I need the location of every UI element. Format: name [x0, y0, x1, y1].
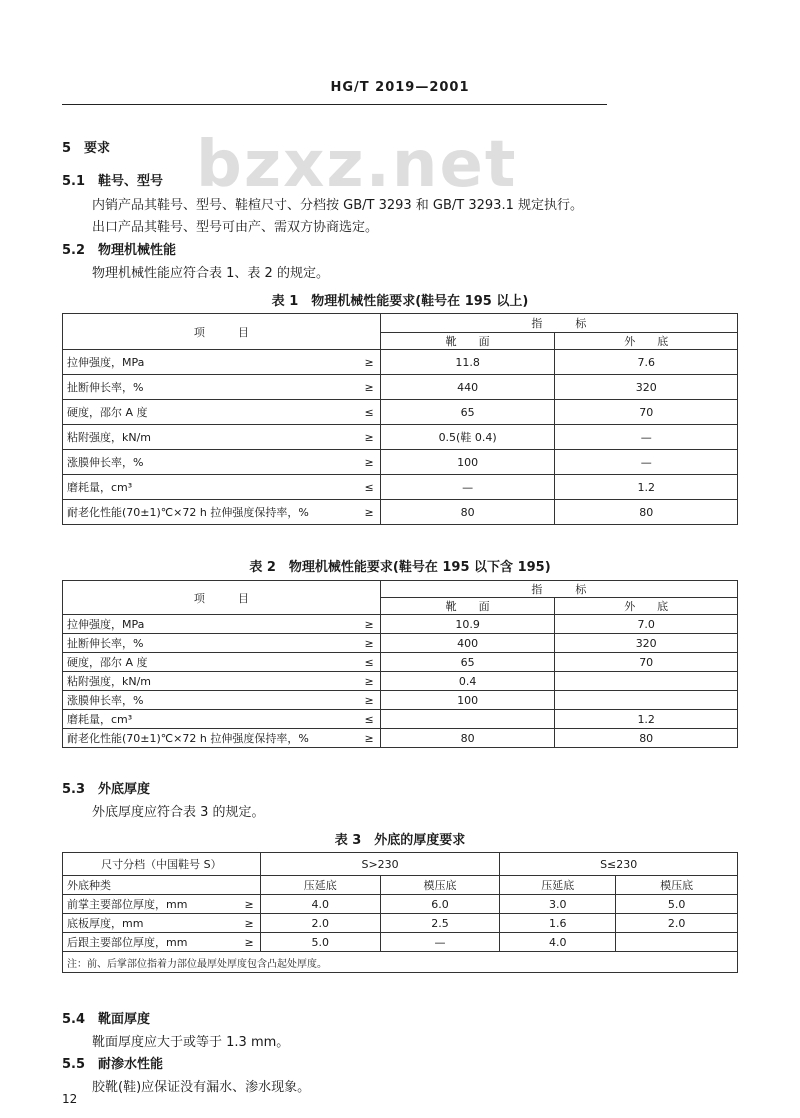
table-1-head-sole: 外 底 — [555, 333, 738, 350]
table-3-head-material: 外底种类 — [63, 876, 261, 895]
table-2-row-item: 耐老化性能(70±1)℃×72 h 拉伸强度保持率，% — [63, 729, 359, 748]
table-3-row-item: 底板厚度，mm — [63, 914, 239, 933]
table-1-row-sole: 70 — [555, 400, 738, 425]
table-2-row-upper: 10.9 — [380, 615, 555, 634]
table-1-row-symbol: ≥ — [358, 450, 380, 475]
table-1-row-item: 扯断伸长率，% — [63, 375, 359, 400]
table-1-row-upper: 80 — [380, 500, 555, 525]
table-1-row-item: 涨膜伸长率，% — [63, 450, 359, 475]
table-2-row-upper: 400 — [380, 634, 555, 653]
table-2-caption: 表 2 物理机械性能要求(鞋号在 195 以下含 195) — [249, 560, 551, 575]
table-3-cell: 1.6 — [500, 914, 616, 933]
table-1-row-sole: — — [555, 425, 738, 450]
table-1-row-symbol: ≥ — [358, 500, 380, 525]
page-number: 12 — [62, 1092, 78, 1106]
table-1-row-item: 粘附强度，kN/m — [63, 425, 359, 450]
table-2-row-sole — [555, 672, 738, 691]
table-2-row-upper: 80 — [380, 729, 555, 748]
table-1-row-symbol: ≤ — [358, 475, 380, 500]
table-2-row-sole: 1.2 — [555, 710, 738, 729]
table-2-head-sole: 外 底 — [555, 598, 738, 615]
table-2-row-sole — [555, 691, 738, 710]
table-3-row-item: 前掌主要部位厚度，mm — [63, 895, 239, 914]
table-1-row-sole: 7.6 — [555, 350, 738, 375]
table-2-row-upper: 100 — [380, 691, 555, 710]
table-1-head-item: 项 目 — [63, 314, 381, 350]
table-3-note: 注：前、后掌部位指着力部位最厚处厚度包含凸起处厚度。 — [63, 952, 738, 973]
table-3-cell: 4.0 — [500, 933, 616, 952]
section-5-1-para-1: 内销产品其鞋号、型号、鞋楦尺寸、分档按 GB/T 3293 和 GB/T 3293.1 规定执行。 — [92, 198, 583, 213]
section-5-5-para: 胶靴(鞋)应保证没有漏水、渗水现象。 — [92, 1080, 311, 1095]
table-3-cell: 2.0 — [260, 914, 380, 933]
table-2-row-symbol: ≥ — [358, 691, 380, 710]
table-3-cell: 5.0 — [260, 933, 380, 952]
table-3-col-head: 压延底 — [500, 876, 616, 895]
table-1-head-index: 指 标 — [380, 314, 737, 333]
table-2-row-symbol: ≥ — [358, 729, 380, 748]
table-1-row-item: 耐老化性能(70±1)℃×72 h 拉伸强度保持率，% — [63, 500, 359, 525]
table-1-row-upper: — — [380, 475, 555, 500]
table-2-row-item: 粘附强度，kN/m — [63, 672, 359, 691]
table-2-row-sole: 70 — [555, 653, 738, 672]
watermark-logo: bzxz.net — [196, 128, 518, 202]
table-1-row-upper: 100 — [380, 450, 555, 475]
table-3-head-size: 尺寸分档（中国鞋号 S） — [63, 853, 261, 876]
table-1-row-symbol: ≥ — [358, 425, 380, 450]
table-3-cell: — — [380, 933, 500, 952]
table-3-head-gt230: S>230 — [260, 853, 500, 876]
section-5-4-title: 5.4 靴面厚度 — [62, 1012, 151, 1027]
table-2-head-upper: 靴 面 — [380, 598, 555, 615]
table-2 — [62, 580, 738, 748]
table-3-cell — [616, 933, 738, 952]
table-3 — [62, 852, 738, 973]
table-1 — [62, 313, 738, 525]
section-5-4-para: 靴面厚度应大于或等于 1.3 mm。 — [92, 1035, 290, 1050]
table-3-cell: 3.0 — [500, 895, 616, 914]
table-2-row-symbol: ≥ — [358, 634, 380, 653]
table-3-col-head: 模压底 — [616, 876, 738, 895]
table-1-row-upper: 440 — [380, 375, 555, 400]
table-1-row-symbol: ≥ — [358, 350, 380, 375]
table-2-row-symbol: ≤ — [358, 653, 380, 672]
table-1-row-item: 硬度，邵尔 A 度 — [63, 400, 359, 425]
table-1-row-item: 磨耗量，cm³ — [63, 475, 359, 500]
table-3-cell: 4.0 — [260, 895, 380, 914]
table-1-row-sole: 1.2 — [555, 475, 738, 500]
table-3-head-le230: S≤230 — [500, 853, 738, 876]
table-2-row-upper: 65 — [380, 653, 555, 672]
section-5-5-title: 5.5 耐渗水性能 — [62, 1057, 164, 1072]
table-1-head-upper: 靴 面 — [380, 333, 555, 350]
table-1-row-upper: 65 — [380, 400, 555, 425]
table-2-row-symbol: ≥ — [358, 615, 380, 634]
table-2-row-item: 磨耗量，cm³ — [63, 710, 359, 729]
table-2-row-item: 拉伸强度，MPa — [63, 615, 359, 634]
table-3-row-symbol: ≥ — [238, 895, 260, 914]
table-2-row-sole: 7.0 — [555, 615, 738, 634]
table-2-row-item: 扯断伸长率，% — [63, 634, 359, 653]
table-2-row-item: 硬度，邵尔 A 度 — [63, 653, 359, 672]
table-3-cell: 5.0 — [616, 895, 738, 914]
section-5-2-title: 5.2 物理机械性能 — [62, 243, 177, 258]
table-2-row-symbol: ≤ — [358, 710, 380, 729]
running-header: HG/T 2019—2001 — [330, 80, 470, 95]
section-5-2-para: 物理机械性能应符合表 1、表 2 的规定。 — [92, 266, 329, 281]
table-1-row-sole: 80 — [555, 500, 738, 525]
table-1-row-upper: 0.5(鞋 0.4) — [380, 425, 555, 450]
section-5-title: 5 要求 — [62, 141, 111, 156]
table-3-caption: 表 3 外底的厚度要求 — [334, 833, 466, 848]
table-1-row-sole: — — [555, 450, 738, 475]
table-2-row-upper: 0.4 — [380, 672, 555, 691]
table-2-row-item: 涨膜伸长率，% — [63, 691, 359, 710]
table-3-cell: 2.0 — [616, 914, 738, 933]
table-2-head-index: 指 标 — [380, 581, 737, 598]
table-3-row-item: 后跟主要部位厚度，mm — [63, 933, 239, 952]
table-2-row-symbol: ≥ — [358, 672, 380, 691]
section-5-3-para: 外底厚度应符合表 3 的规定。 — [92, 805, 265, 820]
table-1-row-upper: 11.8 — [380, 350, 555, 375]
table-3-col-head: 模压底 — [380, 876, 500, 895]
table-2-row-sole: 320 — [555, 634, 738, 653]
table-1-row-symbol: ≥ — [358, 375, 380, 400]
table-2-row-upper — [380, 710, 555, 729]
table-3-col-head: 压延底 — [260, 876, 380, 895]
header-rule — [62, 104, 607, 105]
table-3-row-symbol: ≥ — [238, 914, 260, 933]
table-2-row-sole: 80 — [555, 729, 738, 748]
section-5-1-title: 5.1 鞋号、型号 — [62, 174, 164, 189]
table-1-row-sole: 320 — [555, 375, 738, 400]
section-5-1-para-2: 出口产品其鞋号、型号可由产、需双方协商选定。 — [92, 220, 379, 235]
table-3-cell: 2.5 — [380, 914, 500, 933]
table-3-cell: 6.0 — [380, 895, 500, 914]
table-2-head-item: 项 目 — [63, 581, 381, 615]
section-5-3-title: 5.3 外底厚度 — [62, 782, 151, 797]
table-1-row-symbol: ≤ — [358, 400, 380, 425]
table-3-row-symbol: ≥ — [238, 933, 260, 952]
table-1-row-item: 拉伸强度，MPa — [63, 350, 359, 375]
table-1-caption: 表 1 物理机械性能要求(鞋号在 195 以上) — [271, 294, 529, 309]
